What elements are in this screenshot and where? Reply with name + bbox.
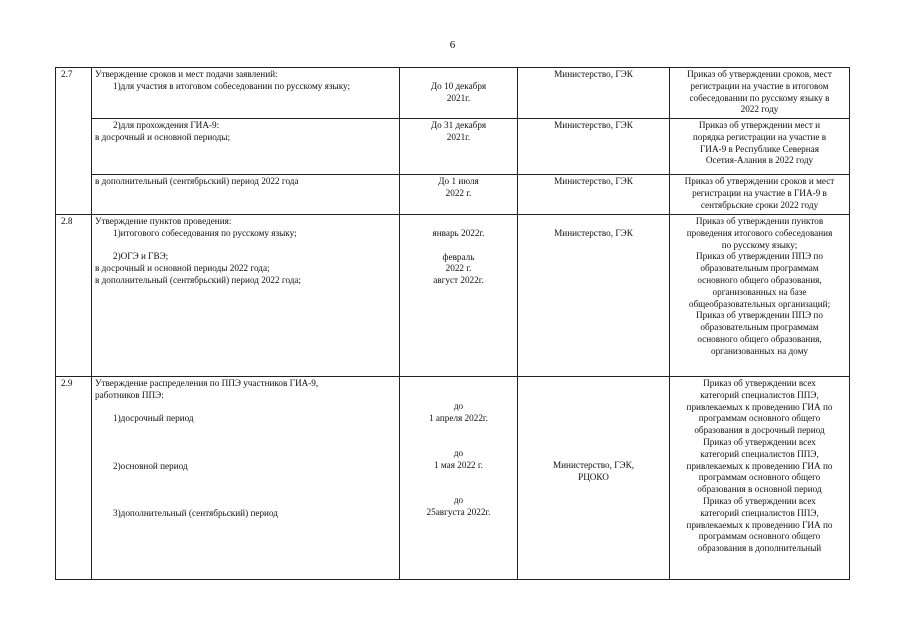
deadline-line: 2021г. xyxy=(446,131,471,142)
deadline-line: 1 мая 2022 г. xyxy=(434,459,483,470)
page-number: 6 xyxy=(449,39,456,51)
result-cell xyxy=(670,215,850,377)
result-line: образования в дополнительный xyxy=(697,543,822,554)
table-row xyxy=(56,119,850,175)
deadline-cell xyxy=(400,377,518,580)
table-row xyxy=(56,377,850,580)
result-line: регистрации на участие в итоговом xyxy=(690,80,829,91)
result-cell xyxy=(670,119,850,175)
result-line: образования в основной период xyxy=(697,484,822,495)
content-title: работников ППЭ: xyxy=(95,389,164,400)
content-cell xyxy=(92,175,400,215)
deadline-line: 25августа 2022г. xyxy=(426,507,491,518)
deadline-line: 2022 г. xyxy=(445,187,472,198)
result-line: Осетия-Алания в 2022 году xyxy=(705,155,814,166)
result-line: Приказ об утверждении ППЭ по xyxy=(696,251,823,262)
responsible-cell: Министерство, ГЭК xyxy=(518,215,670,377)
content-item: 2)ОГЭ и ГВЭ; xyxy=(113,251,169,262)
result-line: Приказ об утверждении всех xyxy=(703,378,816,388)
deadline-cell xyxy=(400,119,518,175)
deadline-line: 1 апреля 2022г. xyxy=(429,412,488,423)
table-row xyxy=(56,175,850,215)
content-item: 2)для прохождения ГИА-9: xyxy=(113,120,220,130)
result-line: программам основного общего xyxy=(698,472,821,483)
result-cell xyxy=(670,68,850,119)
row-number: 2.7 xyxy=(56,68,92,215)
content-cell xyxy=(92,119,400,175)
content-item: 2)основной период xyxy=(113,460,188,471)
content-item: 1)для участия в итоговом собеседовании по русскому языку; xyxy=(113,80,351,91)
result-line: ГИА-9 в Республике Северная xyxy=(700,143,819,154)
content-cell xyxy=(92,377,400,580)
deadline-line: 2022 г. xyxy=(445,263,472,274)
deadline-line: август 2022г. xyxy=(433,275,484,286)
table-row xyxy=(56,68,850,119)
result-line: основного общего образования, xyxy=(697,274,822,285)
content-title: Утверждение распределения по ППЭ участников ГИА-9, xyxy=(95,378,319,388)
result-line: 2022 году xyxy=(740,104,779,115)
deadline-cell xyxy=(400,175,518,215)
deadline-line: февраль xyxy=(442,251,475,262)
result-line: порядка регистрации на участие в xyxy=(692,131,827,142)
responsible-cell xyxy=(518,377,670,580)
content-sub: в дополнительный (сентябрьский) период 2022 года xyxy=(95,176,299,186)
content-sub: в досрочный и основной периоды 2022 года; xyxy=(95,263,270,274)
responsible-cell: Министерство, ГЭК xyxy=(518,119,670,175)
deadline-line: до xyxy=(453,401,464,411)
result-line: программам основного общего xyxy=(698,413,821,424)
content-item: 3)дополнительный (сентябрьский) период xyxy=(113,507,278,518)
content-cell xyxy=(92,68,400,119)
result-line: организованных на базе xyxy=(712,286,807,297)
result-line: образовательным программам xyxy=(700,263,819,274)
result-line: Приказ об утверждении ППЭ по xyxy=(696,310,823,321)
result-line: сентябрьские сроки 2022 году xyxy=(700,199,819,210)
deadline-line: 2021г. xyxy=(446,92,471,103)
result-line: Приказ об утверждении всех xyxy=(703,495,816,506)
result-line: Приказ об утверждении сроков, мест xyxy=(687,69,832,79)
deadline-line: до xyxy=(453,448,464,459)
deadline-line: до xyxy=(453,495,464,506)
deadline-cell xyxy=(400,215,518,377)
result-line: образовательным программам xyxy=(700,322,819,333)
result-line: образования в досрочный период xyxy=(694,425,825,436)
result-line: Приказ об утверждении всех xyxy=(703,436,816,447)
content-title: Утверждение пунктов проведения: xyxy=(95,216,232,226)
result-line: регистрации на участие в ГИА-9 в xyxy=(692,187,827,198)
responsible-cell: Министерство, ГЭК xyxy=(518,175,670,215)
schedule-table xyxy=(55,67,850,580)
result-line: программам основного общего xyxy=(698,531,821,542)
result-line: категорий специалистов ППЭ, xyxy=(700,507,819,518)
result-line: проведения итогового собеседования xyxy=(686,227,833,238)
result-cell xyxy=(670,377,850,580)
content-sub: в дополнительный (сентябрьский) период 2022 года; xyxy=(95,274,302,285)
responsible-cell: Министерство, ГЭК xyxy=(518,68,670,119)
result-line: собеседовании по русскому языку в xyxy=(689,92,830,103)
deadline-cell xyxy=(400,68,518,119)
deadline-line: До 1 июля xyxy=(438,176,479,186)
responsible-line: Министерство, ГЭК, xyxy=(552,460,635,470)
content-item: 1)итогового собеседования по русскому языку; xyxy=(113,227,297,238)
result-line: основного общего образования, xyxy=(697,333,822,344)
result-line: привлекаемых к проведению ГИА по xyxy=(686,460,833,471)
deadline-line: До 10 декабря xyxy=(430,81,487,91)
result-line: Приказ об утверждении пунктов xyxy=(695,216,824,226)
deadline-line: До 31 декабря xyxy=(430,120,487,130)
result-cell xyxy=(670,175,850,215)
result-line: привлекаемых к проведению ГИА по xyxy=(686,519,833,530)
result-line: категорий специалистов ППЭ, xyxy=(700,448,819,459)
result-line: организованных на дому xyxy=(710,345,809,356)
result-line: привлекаемых к проведению ГИА по xyxy=(686,401,833,412)
deadline-line: январь 2022г. xyxy=(432,228,485,238)
row-number: 2.8 xyxy=(56,215,92,377)
row-number: 2.9 xyxy=(56,377,92,580)
responsible-line: РЦОКО xyxy=(578,471,609,482)
content-title: Утверждение сроков и мест подачи заявлений: xyxy=(95,69,278,79)
result-line: категорий специалистов ППЭ, xyxy=(700,389,819,400)
content-sub: в досрочный и основной периоды; xyxy=(95,131,231,142)
content-cell xyxy=(92,215,400,377)
result-line: по русскому языку; xyxy=(721,239,798,250)
result-line: общеобразовательных организаций; xyxy=(688,298,831,309)
table-row xyxy=(56,215,850,377)
result-line: Приказ об утверждении сроков и мест xyxy=(684,176,835,186)
content-item: 1)досрочный период xyxy=(113,413,194,424)
result-line: Приказ об утверждении мест и xyxy=(698,120,821,130)
